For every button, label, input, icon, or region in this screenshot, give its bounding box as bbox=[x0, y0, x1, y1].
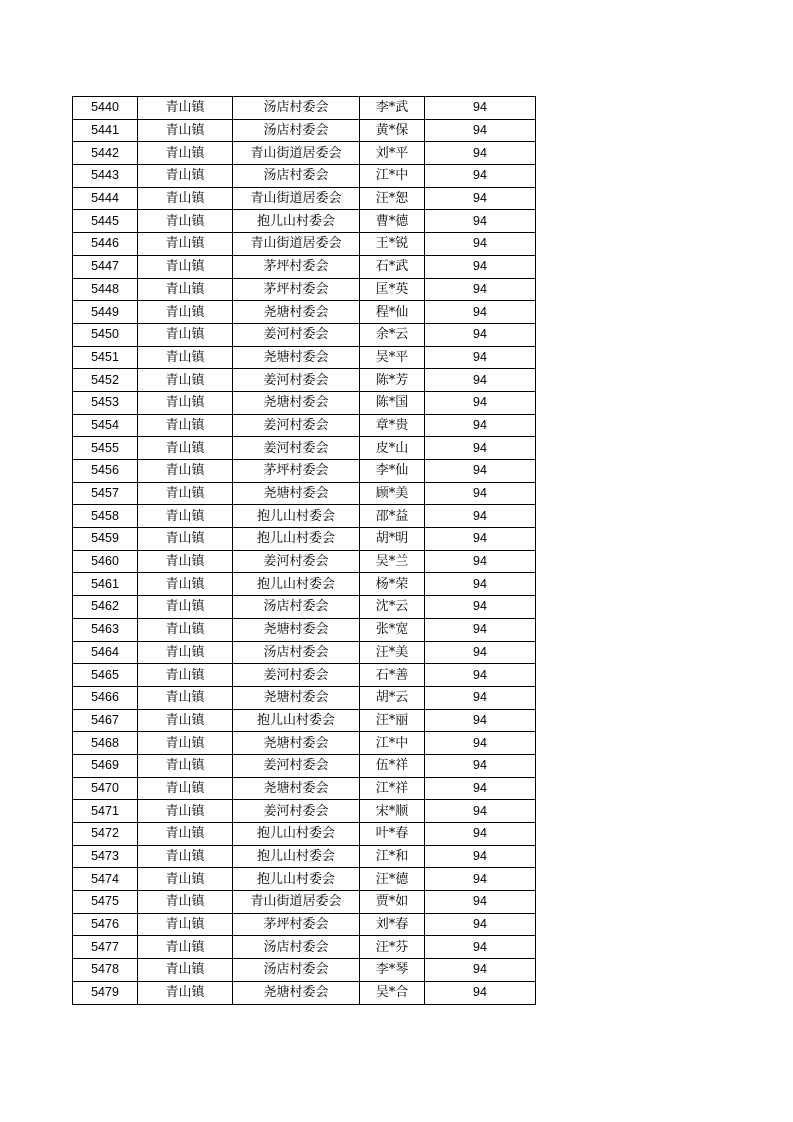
town-cell: 青山镇 bbox=[138, 97, 233, 120]
table-row bbox=[73, 482, 536, 505]
serial-number-cell: 5444 bbox=[73, 187, 138, 210]
name-cell: 李*仙 bbox=[360, 460, 425, 483]
score-cell: 94 bbox=[425, 505, 536, 528]
score-cell: 94 bbox=[425, 913, 536, 936]
committee-cell: 尧塘村委会 bbox=[233, 981, 360, 1004]
name-cell: 石*武 bbox=[360, 255, 425, 278]
town-cell: 青山镇 bbox=[138, 414, 233, 437]
table-row bbox=[73, 346, 536, 369]
score-cell: 94 bbox=[425, 119, 536, 142]
name-cell: 汪*芬 bbox=[360, 936, 425, 959]
score-cell: 94 bbox=[425, 278, 536, 301]
serial-number-cell: 5470 bbox=[73, 777, 138, 800]
serial-number-cell: 5442 bbox=[73, 142, 138, 165]
table-row bbox=[73, 913, 536, 936]
score-cell: 94 bbox=[425, 664, 536, 687]
town-cell: 青山镇 bbox=[138, 391, 233, 414]
town-cell: 青山镇 bbox=[138, 823, 233, 846]
serial-number-cell: 5451 bbox=[73, 346, 138, 369]
committee-cell: 汤店村委会 bbox=[233, 165, 360, 188]
name-cell: 邵*益 bbox=[360, 505, 425, 528]
serial-number-cell: 5454 bbox=[73, 414, 138, 437]
serial-number-cell: 5449 bbox=[73, 301, 138, 324]
serial-number-cell: 5450 bbox=[73, 323, 138, 346]
score-cell: 94 bbox=[425, 868, 536, 891]
town-cell: 青山镇 bbox=[138, 891, 233, 914]
score-cell: 94 bbox=[425, 142, 536, 165]
score-cell: 94 bbox=[425, 482, 536, 505]
committee-cell: 尧塘村委会 bbox=[233, 777, 360, 800]
serial-number-cell: 5457 bbox=[73, 482, 138, 505]
town-cell: 青山镇 bbox=[138, 981, 233, 1004]
committee-cell: 汤店村委会 bbox=[233, 596, 360, 619]
score-cell: 94 bbox=[425, 641, 536, 664]
table-row bbox=[73, 323, 536, 346]
table-row bbox=[73, 391, 536, 414]
score-cell: 94 bbox=[425, 618, 536, 641]
name-cell: 顾*美 bbox=[360, 482, 425, 505]
score-cell: 94 bbox=[425, 845, 536, 868]
score-cell: 94 bbox=[425, 686, 536, 709]
town-cell: 青山镇 bbox=[138, 142, 233, 165]
committee-cell: 姜河村委会 bbox=[233, 800, 360, 823]
serial-number-cell: 5469 bbox=[73, 754, 138, 777]
name-cell: 胡*明 bbox=[360, 528, 425, 551]
town-cell: 青山镇 bbox=[138, 437, 233, 460]
committee-cell: 汤店村委会 bbox=[233, 97, 360, 120]
committee-cell: 茅坪村委会 bbox=[233, 460, 360, 483]
committee-cell: 汤店村委会 bbox=[233, 959, 360, 982]
score-cell: 94 bbox=[425, 97, 536, 120]
table-row bbox=[73, 550, 536, 573]
committee-cell: 姜河村委会 bbox=[233, 664, 360, 687]
serial-number-cell: 5452 bbox=[73, 369, 138, 392]
table-row bbox=[73, 210, 536, 233]
name-cell: 吴*平 bbox=[360, 346, 425, 369]
town-cell: 青山镇 bbox=[138, 868, 233, 891]
committee-cell: 姜河村委会 bbox=[233, 414, 360, 437]
serial-number-cell: 5471 bbox=[73, 800, 138, 823]
name-cell: 贾*如 bbox=[360, 891, 425, 914]
name-cell: 张*宽 bbox=[360, 618, 425, 641]
table-row bbox=[73, 165, 536, 188]
serial-number-cell: 5448 bbox=[73, 278, 138, 301]
committee-cell: 抱儿山村委会 bbox=[233, 573, 360, 596]
table-row bbox=[73, 460, 536, 483]
table-row bbox=[73, 301, 536, 324]
score-cell: 94 bbox=[425, 255, 536, 278]
town-cell: 青山镇 bbox=[138, 528, 233, 551]
serial-number-cell: 5465 bbox=[73, 664, 138, 687]
score-cell: 94 bbox=[425, 800, 536, 823]
table-row bbox=[73, 686, 536, 709]
name-cell: 吴*合 bbox=[360, 981, 425, 1004]
name-cell: 刘*平 bbox=[360, 142, 425, 165]
committee-cell: 姜河村委会 bbox=[233, 437, 360, 460]
table-row bbox=[73, 414, 536, 437]
town-cell: 青山镇 bbox=[138, 596, 233, 619]
town-cell: 青山镇 bbox=[138, 959, 233, 982]
table-row bbox=[73, 142, 536, 165]
town-cell: 青山镇 bbox=[138, 323, 233, 346]
committee-cell: 青山街道居委会 bbox=[233, 187, 360, 210]
score-cell: 94 bbox=[425, 777, 536, 800]
town-cell: 青山镇 bbox=[138, 845, 233, 868]
table-row bbox=[73, 97, 536, 120]
score-cell: 94 bbox=[425, 709, 536, 732]
town-cell: 青山镇 bbox=[138, 936, 233, 959]
name-cell: 章*贵 bbox=[360, 414, 425, 437]
name-cell: 叶*春 bbox=[360, 823, 425, 846]
table-row bbox=[73, 187, 536, 210]
score-cell: 94 bbox=[425, 528, 536, 551]
table-row bbox=[73, 868, 536, 891]
table-row bbox=[73, 800, 536, 823]
serial-number-cell: 5445 bbox=[73, 210, 138, 233]
committee-cell: 姜河村委会 bbox=[233, 323, 360, 346]
serial-number-cell: 5461 bbox=[73, 573, 138, 596]
name-cell: 胡*云 bbox=[360, 686, 425, 709]
town-cell: 青山镇 bbox=[138, 709, 233, 732]
score-cell: 94 bbox=[425, 437, 536, 460]
score-cell: 94 bbox=[425, 165, 536, 188]
serial-number-cell: 5473 bbox=[73, 845, 138, 868]
score-cell: 94 bbox=[425, 959, 536, 982]
name-cell: 沈*云 bbox=[360, 596, 425, 619]
committee-cell: 尧塘村委会 bbox=[233, 686, 360, 709]
town-cell: 青山镇 bbox=[138, 664, 233, 687]
table-row bbox=[73, 981, 536, 1004]
name-cell: 李*武 bbox=[360, 97, 425, 120]
town-cell: 青山镇 bbox=[138, 732, 233, 755]
serial-number-cell: 5472 bbox=[73, 823, 138, 846]
score-cell: 94 bbox=[425, 369, 536, 392]
score-cell: 94 bbox=[425, 596, 536, 619]
committee-cell: 茅坪村委会 bbox=[233, 913, 360, 936]
town-cell: 青山镇 bbox=[138, 686, 233, 709]
table-row bbox=[73, 528, 536, 551]
score-cell: 94 bbox=[425, 732, 536, 755]
serial-number-cell: 5478 bbox=[73, 959, 138, 982]
serial-number-cell: 5475 bbox=[73, 891, 138, 914]
name-cell: 皮*山 bbox=[360, 437, 425, 460]
committee-cell: 抱儿山村委会 bbox=[233, 845, 360, 868]
town-cell: 青山镇 bbox=[138, 187, 233, 210]
table-row bbox=[73, 959, 536, 982]
score-cell: 94 bbox=[425, 936, 536, 959]
committee-cell: 青山街道居委会 bbox=[233, 142, 360, 165]
name-cell: 匡*英 bbox=[360, 278, 425, 301]
committee-cell: 抱儿山村委会 bbox=[233, 709, 360, 732]
table-row bbox=[73, 437, 536, 460]
name-cell: 江*和 bbox=[360, 845, 425, 868]
town-cell: 青山镇 bbox=[138, 369, 233, 392]
serial-number-cell: 5440 bbox=[73, 97, 138, 120]
committee-cell: 抱儿山村委会 bbox=[233, 868, 360, 891]
score-cell: 94 bbox=[425, 323, 536, 346]
name-cell: 程*仙 bbox=[360, 301, 425, 324]
committee-cell: 尧塘村委会 bbox=[233, 482, 360, 505]
serial-number-cell: 5474 bbox=[73, 868, 138, 891]
committee-cell: 尧塘村委会 bbox=[233, 346, 360, 369]
town-cell: 青山镇 bbox=[138, 165, 233, 188]
serial-number-cell: 5456 bbox=[73, 460, 138, 483]
serial-number-cell: 5459 bbox=[73, 528, 138, 551]
town-cell: 青山镇 bbox=[138, 119, 233, 142]
name-cell: 汪*丽 bbox=[360, 709, 425, 732]
score-cell: 94 bbox=[425, 823, 536, 846]
table-row bbox=[73, 119, 536, 142]
score-cell: 94 bbox=[425, 981, 536, 1004]
committee-cell: 抱儿山村委会 bbox=[233, 210, 360, 233]
score-cell: 94 bbox=[425, 301, 536, 324]
name-cell: 江*中 bbox=[360, 732, 425, 755]
table-row bbox=[73, 573, 536, 596]
committee-cell: 尧塘村委会 bbox=[233, 301, 360, 324]
name-cell: 黄*保 bbox=[360, 119, 425, 142]
town-cell: 青山镇 bbox=[138, 913, 233, 936]
town-cell: 青山镇 bbox=[138, 278, 233, 301]
table-row bbox=[73, 596, 536, 619]
serial-number-cell: 5467 bbox=[73, 709, 138, 732]
table-row bbox=[73, 823, 536, 846]
town-cell: 青山镇 bbox=[138, 346, 233, 369]
table-row bbox=[73, 845, 536, 868]
town-cell: 青山镇 bbox=[138, 550, 233, 573]
table-row bbox=[73, 709, 536, 732]
serial-number-cell: 5455 bbox=[73, 437, 138, 460]
name-cell: 陈*芳 bbox=[360, 369, 425, 392]
score-cell: 94 bbox=[425, 891, 536, 914]
serial-number-cell: 5462 bbox=[73, 596, 138, 619]
table-row bbox=[73, 732, 536, 755]
name-cell: 宋*顺 bbox=[360, 800, 425, 823]
table-row bbox=[73, 505, 536, 528]
committee-cell: 汤店村委会 bbox=[233, 936, 360, 959]
town-cell: 青山镇 bbox=[138, 460, 233, 483]
name-cell: 汪*美 bbox=[360, 641, 425, 664]
serial-number-cell: 5479 bbox=[73, 981, 138, 1004]
score-cell: 94 bbox=[425, 233, 536, 256]
town-cell: 青山镇 bbox=[138, 618, 233, 641]
serial-number-cell: 5447 bbox=[73, 255, 138, 278]
serial-number-cell: 5453 bbox=[73, 391, 138, 414]
name-cell: 江*中 bbox=[360, 165, 425, 188]
table-row bbox=[73, 233, 536, 256]
score-cell: 94 bbox=[425, 346, 536, 369]
name-cell: 汪*德 bbox=[360, 868, 425, 891]
town-cell: 青山镇 bbox=[138, 482, 233, 505]
committee-cell: 青山街道居委会 bbox=[233, 233, 360, 256]
town-cell: 青山镇 bbox=[138, 301, 233, 324]
name-cell: 王*锐 bbox=[360, 233, 425, 256]
score-cell: 94 bbox=[425, 187, 536, 210]
serial-number-cell: 5466 bbox=[73, 686, 138, 709]
name-cell: 汪*恕 bbox=[360, 187, 425, 210]
table-row bbox=[73, 777, 536, 800]
table-row bbox=[73, 278, 536, 301]
score-cell: 94 bbox=[425, 754, 536, 777]
serial-number-cell: 5476 bbox=[73, 913, 138, 936]
town-cell: 青山镇 bbox=[138, 777, 233, 800]
name-cell: 江*祥 bbox=[360, 777, 425, 800]
serial-number-cell: 5443 bbox=[73, 165, 138, 188]
town-cell: 青山镇 bbox=[138, 233, 233, 256]
score-cell: 94 bbox=[425, 550, 536, 573]
name-cell: 曹*德 bbox=[360, 210, 425, 233]
committee-cell: 抱儿山村委会 bbox=[233, 823, 360, 846]
town-cell: 青山镇 bbox=[138, 641, 233, 664]
serial-number-cell: 5446 bbox=[73, 233, 138, 256]
name-cell: 刘*春 bbox=[360, 913, 425, 936]
table-row bbox=[73, 664, 536, 687]
committee-cell: 汤店村委会 bbox=[233, 119, 360, 142]
score-cell: 94 bbox=[425, 573, 536, 596]
serial-number-cell: 5477 bbox=[73, 936, 138, 959]
table-row bbox=[73, 891, 536, 914]
town-cell: 青山镇 bbox=[138, 210, 233, 233]
table-row bbox=[73, 369, 536, 392]
committee-cell: 茅坪村委会 bbox=[233, 255, 360, 278]
table-row bbox=[73, 936, 536, 959]
serial-number-cell: 5458 bbox=[73, 505, 138, 528]
name-cell: 吴*兰 bbox=[360, 550, 425, 573]
table-row bbox=[73, 618, 536, 641]
score-cell: 94 bbox=[425, 460, 536, 483]
name-cell: 杨*荣 bbox=[360, 573, 425, 596]
serial-number-cell: 5468 bbox=[73, 732, 138, 755]
committee-cell: 茅坪村委会 bbox=[233, 278, 360, 301]
name-cell: 余*云 bbox=[360, 323, 425, 346]
committee-cell: 抱儿山村委会 bbox=[233, 528, 360, 551]
town-cell: 青山镇 bbox=[138, 800, 233, 823]
serial-number-cell: 5441 bbox=[73, 119, 138, 142]
committee-cell: 尧塘村委会 bbox=[233, 618, 360, 641]
committee-cell: 尧塘村委会 bbox=[233, 391, 360, 414]
name-cell: 伍*祥 bbox=[360, 754, 425, 777]
serial-number-cell: 5463 bbox=[73, 618, 138, 641]
data-table bbox=[72, 96, 536, 1005]
name-cell: 李*琴 bbox=[360, 959, 425, 982]
table-row bbox=[73, 255, 536, 278]
score-cell: 94 bbox=[425, 414, 536, 437]
town-cell: 青山镇 bbox=[138, 754, 233, 777]
score-cell: 94 bbox=[425, 391, 536, 414]
table-row bbox=[73, 754, 536, 777]
town-cell: 青山镇 bbox=[138, 505, 233, 528]
committee-cell: 汤店村委会 bbox=[233, 641, 360, 664]
town-cell: 青山镇 bbox=[138, 573, 233, 596]
serial-number-cell: 5460 bbox=[73, 550, 138, 573]
town-cell: 青山镇 bbox=[138, 255, 233, 278]
score-cell: 94 bbox=[425, 210, 536, 233]
committee-cell: 姜河村委会 bbox=[233, 754, 360, 777]
committee-cell: 姜河村委会 bbox=[233, 369, 360, 392]
name-cell: 石*善 bbox=[360, 664, 425, 687]
committee-cell: 青山街道居委会 bbox=[233, 891, 360, 914]
name-cell: 陈*国 bbox=[360, 391, 425, 414]
committee-cell: 尧塘村委会 bbox=[233, 732, 360, 755]
committee-cell: 抱儿山村委会 bbox=[233, 505, 360, 528]
serial-number-cell: 5464 bbox=[73, 641, 138, 664]
table-row bbox=[73, 641, 536, 664]
table-body bbox=[73, 97, 536, 1005]
committee-cell: 姜河村委会 bbox=[233, 550, 360, 573]
